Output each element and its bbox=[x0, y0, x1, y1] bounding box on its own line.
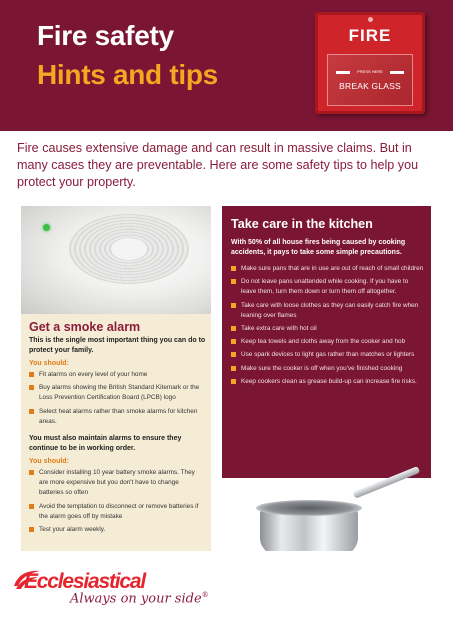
list-item: Keep tea towels and cloths away from the cooker and hob bbox=[231, 337, 425, 347]
list-item: Do not leave pans unattended while cooking. If you have to leave them, turn them down or turn them off altogether. bbox=[231, 277, 425, 297]
smoke-detector-image bbox=[21, 206, 211, 314]
list-item: Make sure the cooker is off when you've finished cooking bbox=[231, 364, 425, 374]
smoke-heading: Get a smoke alarm bbox=[29, 320, 141, 334]
arrow-left-icon bbox=[390, 71, 404, 74]
smoke-alarm-panel bbox=[21, 206, 211, 551]
alarm-screw bbox=[368, 17, 373, 22]
pan-handle bbox=[353, 466, 421, 499]
header-banner bbox=[0, 0, 453, 131]
list-item: Use spark devices to light gas rather than matches or lighters bbox=[231, 350, 425, 360]
list-item: Fit alarms on every level of your home bbox=[29, 370, 205, 380]
company-logo: Ecclesiastical bbox=[24, 570, 145, 593]
alarm-fire-label: FIRE bbox=[348, 26, 392, 45]
led-icon bbox=[43, 224, 50, 231]
kitchen-lead: With 50% of all house fires being caused by cooking accidents, it pays to take some simple precautions. bbox=[231, 239, 406, 256]
should-label-1: You should: bbox=[29, 360, 69, 367]
maintain-text: You must also maintain alarms to ensure they continue to be in working order. bbox=[29, 435, 182, 452]
alarm-break-label: BREAK GLASS bbox=[339, 81, 401, 91]
list-item: Consider installing 10 year battery smoke alarms. They are more expensive but you don't have to change batteries so often bbox=[29, 468, 205, 499]
list-item: Test your alarm weekly. bbox=[29, 525, 205, 535]
list-item: Take extra care with hot oil bbox=[231, 324, 425, 334]
smoke-list-2 bbox=[29, 468, 205, 538]
list-item: Make sure pans that are in use are out of reach of small children bbox=[231, 264, 425, 274]
saucepan-image bbox=[222, 478, 431, 551]
alarm-glass-panel bbox=[327, 54, 413, 106]
title-line1: Fire safety bbox=[37, 20, 174, 51]
list-item: Buy alarms showing the British Standard Kitemark or the Loss Prevention Certification Board (LPCB) logo bbox=[29, 383, 205, 403]
pan-rim bbox=[256, 500, 362, 516]
list-item: Keep cookers clean as grease build-up can increase fire risks. bbox=[231, 377, 425, 387]
should-label-2: You should: bbox=[29, 458, 69, 465]
kitchen-list bbox=[231, 264, 425, 390]
intro-text: Fire causes extensive damage and can result in massive claims. But in many cases they are preventable. Here are some safety tips to help you protect your property. bbox=[17, 141, 419, 189]
company-tagline: Always on your side® bbox=[70, 591, 209, 607]
smoke-list-1 bbox=[29, 370, 205, 430]
fire-alarm-icon bbox=[315, 12, 425, 114]
list-item: Select heat alarms rather than smoke alarms for kitchen areas. bbox=[29, 407, 205, 427]
list-item: Take care with loose clothes as they can easily catch fire when leaning over flames bbox=[231, 301, 425, 321]
kitchen-heading: Take care in the kitchen bbox=[231, 217, 373, 231]
footer bbox=[0, 559, 453, 640]
title-line2: Hints and tips bbox=[37, 59, 218, 90]
smoke-lead: This is the single most important thing you can do to protect your family. bbox=[29, 337, 206, 354]
alarm-press-label: PRESS HERE bbox=[357, 69, 383, 74]
list-item: Avoid the temptation to disconnect or remove batteries if the alarm goes off by mistake bbox=[29, 502, 205, 522]
kitchen-panel bbox=[222, 206, 431, 551]
detector-center bbox=[111, 238, 147, 260]
